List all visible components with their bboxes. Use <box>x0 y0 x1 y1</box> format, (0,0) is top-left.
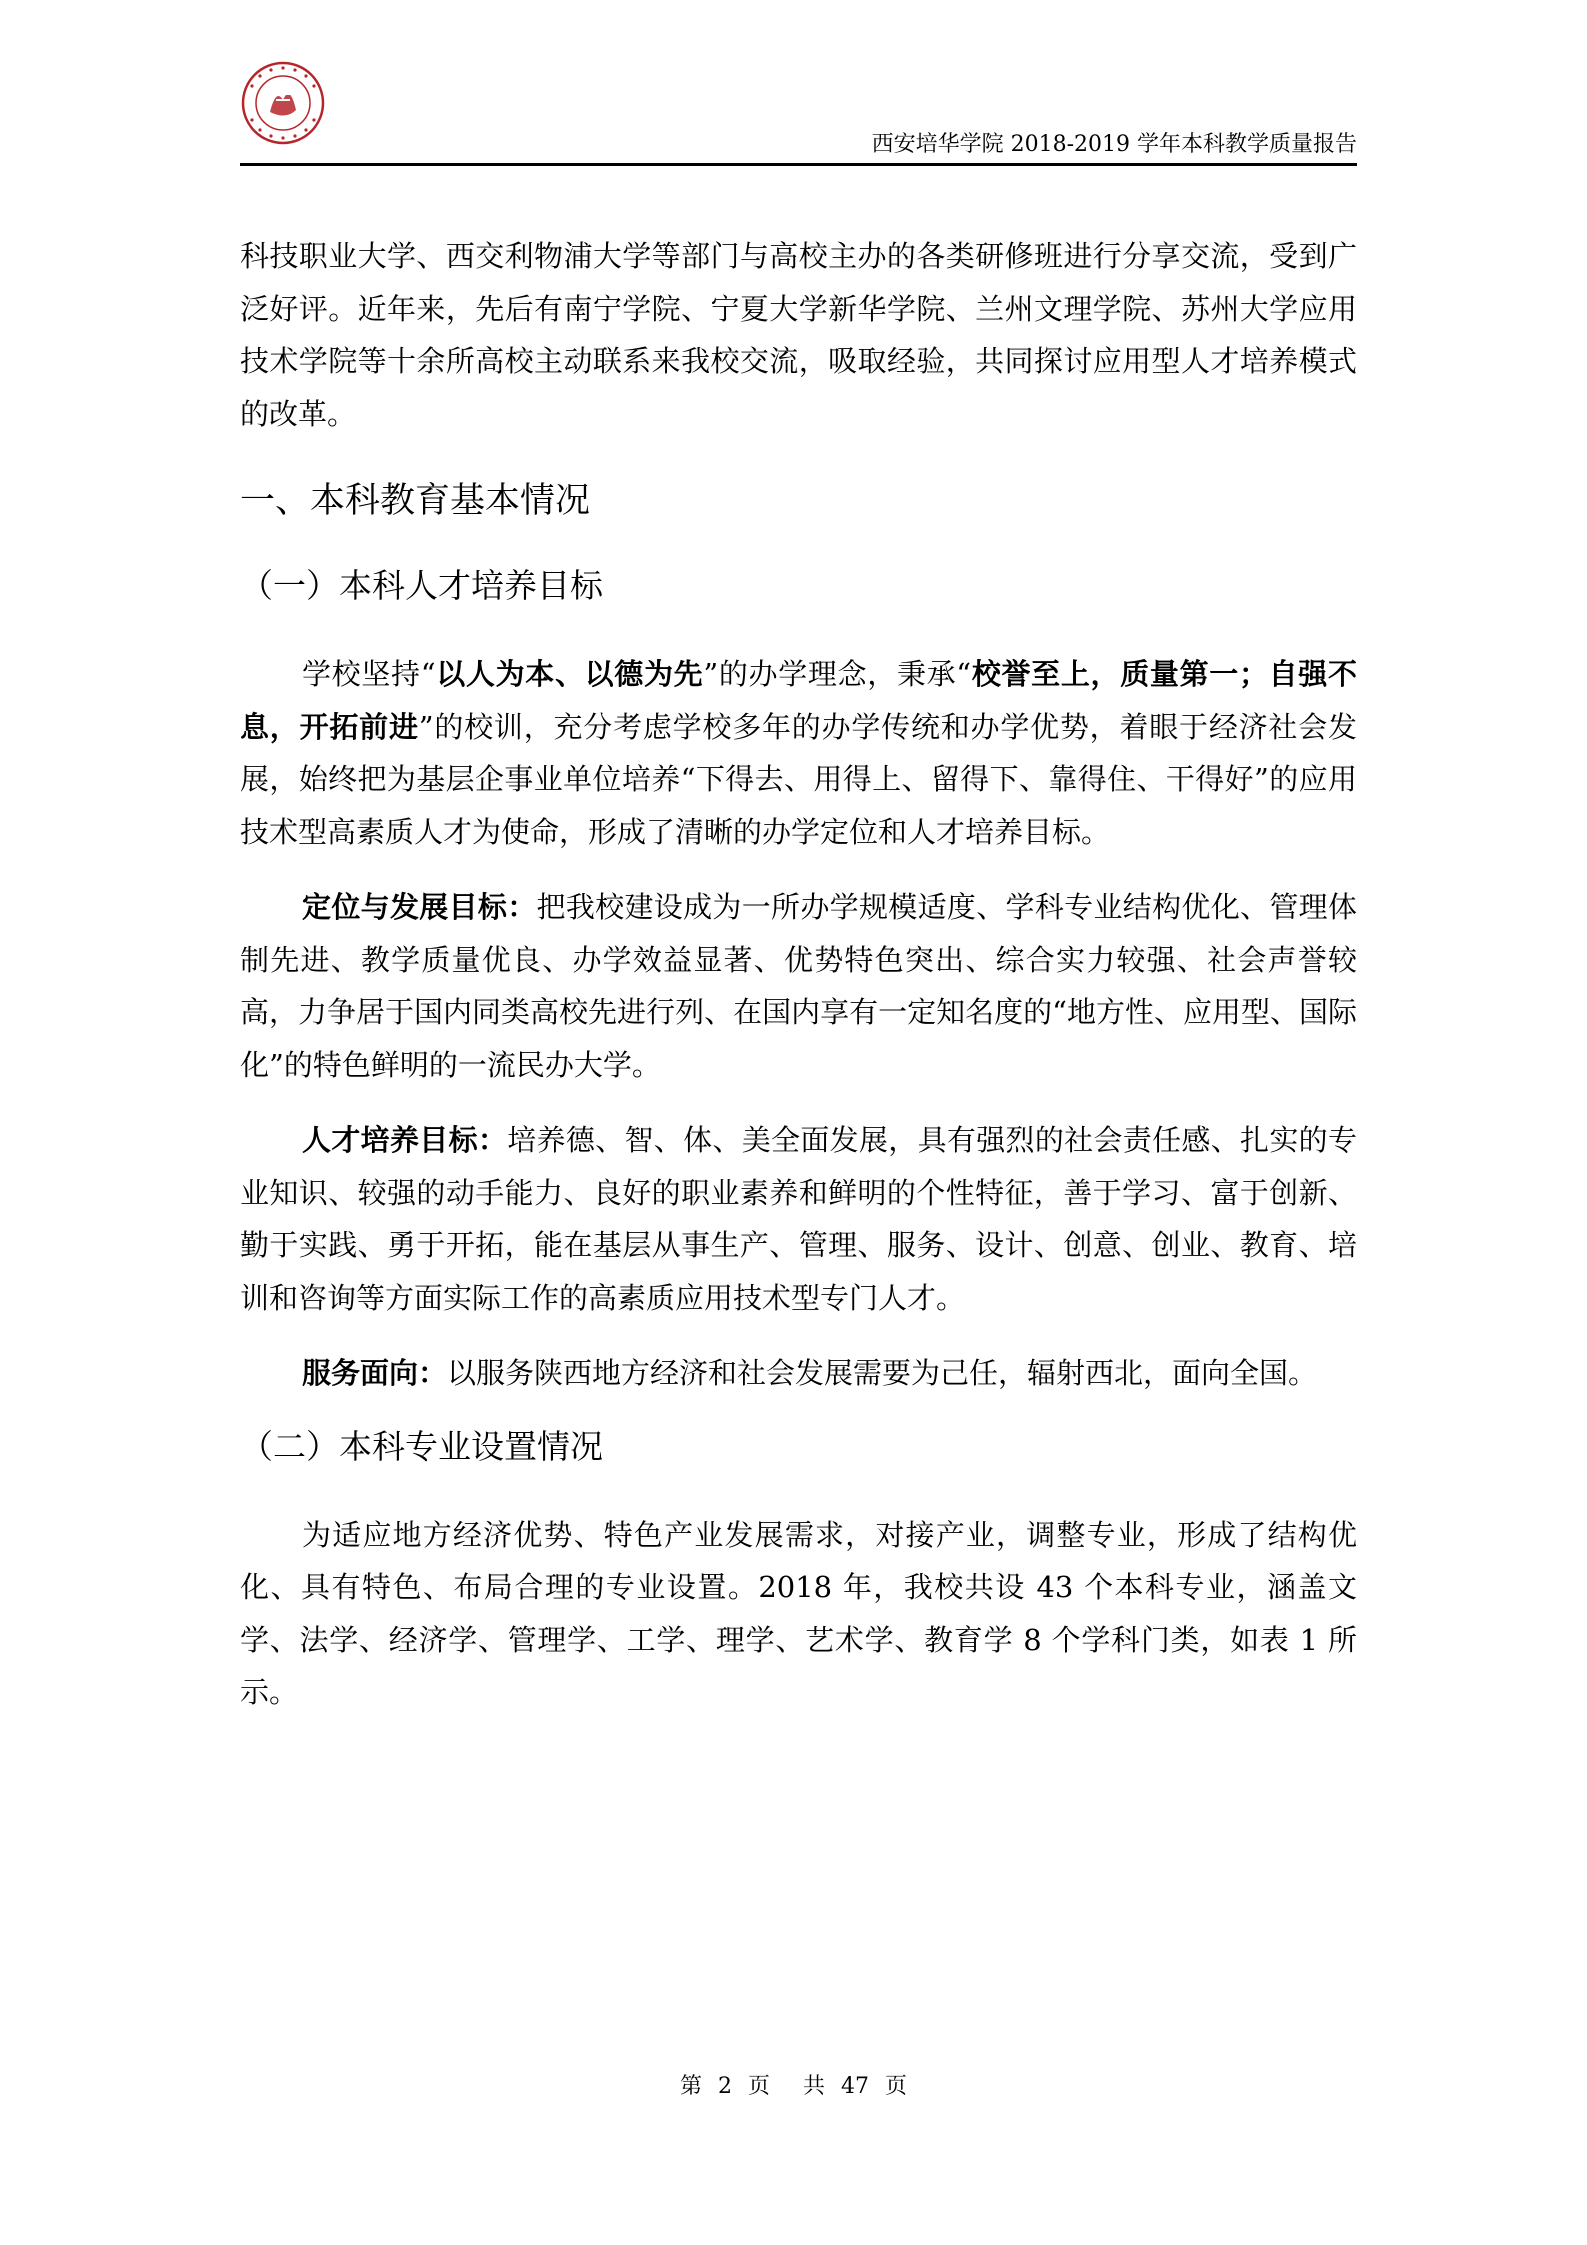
philosophy-motto: 以人为本、以德为先 <box>435 657 704 691</box>
majors-paragraph: 为适应地方经济优势、特色产业发展需求，对接产业，调整专业，形成了结构优化、具有特色、布局合理的专业设置。2018 年，我校共设 43 个本科专业，涵盖文学、法学、经济学、管理学、工学、理学、艺术学、教育学 8 个学科门类，如表 1 所示。 <box>240 1517 1357 1709</box>
subsection-heading-majors: （二）本科专业设置情况 <box>240 1426 603 1466</box>
intro-paragraph: 科技职业大学、西交利物浦大学等部门与高校主办的各类研修班进行分享交流，受到广泛好评。近年来，先后有南宁学院、宁夏大学新华学院、兰州文理学院、苏州大学应用技术学院等十余所高校主动联系来我校交流，吸取经验，共同探讨应用型人才培养模式的改革。 <box>240 239 1357 431</box>
subsection-heading-training-goals: （一）本科人才培养目标 <box>240 566 603 605</box>
page-content <box>240 230 1357 1742</box>
positioning-label: 定位与发展目标： <box>302 890 537 924</box>
philosophy-paragraph <box>240 648 1357 858</box>
header-divider <box>240 163 1357 166</box>
page-suffix: 页 <box>747 2074 770 2099</box>
philosophy-text-after: ”的校训，充分考虑学校多年的办学传统和办学优势，着眼于经济社会发展，始终把为基层企事业单位培养“下得去、用得上、留得下、靠得住、干得好”的应用技术型高素质人才为使命，形成了清晰的办学定位和人才培养目标。 <box>240 709 1357 849</box>
talent-goal-text: 培养德、智、体、美全面发展，具有强烈的社会责任感、扎实的专业知识、较强的动手能力、良好的职业素养和鲜明的个性特征，善于学习、富于创新、勤于实践、勇于开拓，能在基层从事生产、管理、服务、设计、创意、创业、教育、培训和咨询等方面实际工作的高素质应用技术型专门人才。 <box>240 1123 1357 1315</box>
positioning-text: 把我校建设成为一所办学规模适度、学科专业结构优化、管理体制先进、教学质量优良、办学效益显著、优势特色突出、综合实力较强、社会声誉较高，力争居于国内同类高校先进行列、在国内享有一定知名度的“地方性、应用型、国际化”的特色鲜明的一流民办大学。 <box>240 890 1357 1082</box>
section-heading: 一、本科教育基本情况 <box>240 481 591 521</box>
university-seal-logo <box>240 60 326 146</box>
positioning-paragraph <box>240 881 1357 1091</box>
talent-goal-paragraph <box>240 1114 1357 1324</box>
service-orientation-text: 以服务陕西地方经济和社会发展需要为己任，辐射西北，面向全国。 <box>447 1356 1318 1390</box>
total-prefix: 共 <box>803 2074 826 2099</box>
philosophy-text-middle: ”的办学理念，秉承“ <box>703 657 972 691</box>
page-footer <box>0 2072 1587 2102</box>
page-prefix: 第 <box>679 2074 702 2099</box>
total-pages: 47 <box>841 2074 870 2099</box>
report-header-title: 西安培华学院 2018-2019 学年本科教学质量报告 <box>871 132 1357 157</box>
school-motto: 校誉至上，质量第一；自强不息，开拓前进 <box>240 657 1357 744</box>
service-orientation-paragraph <box>240 1347 1357 1400</box>
service-orientation-label: 服务面向： <box>302 1356 448 1390</box>
philosophy-text-before: 学校坚持“ <box>302 657 436 691</box>
talent-goal-label: 人才培养目标： <box>302 1123 508 1157</box>
page-number: 2 <box>717 2074 732 2099</box>
page-header <box>240 60 1357 170</box>
total-suffix: 页 <box>885 2074 908 2099</box>
